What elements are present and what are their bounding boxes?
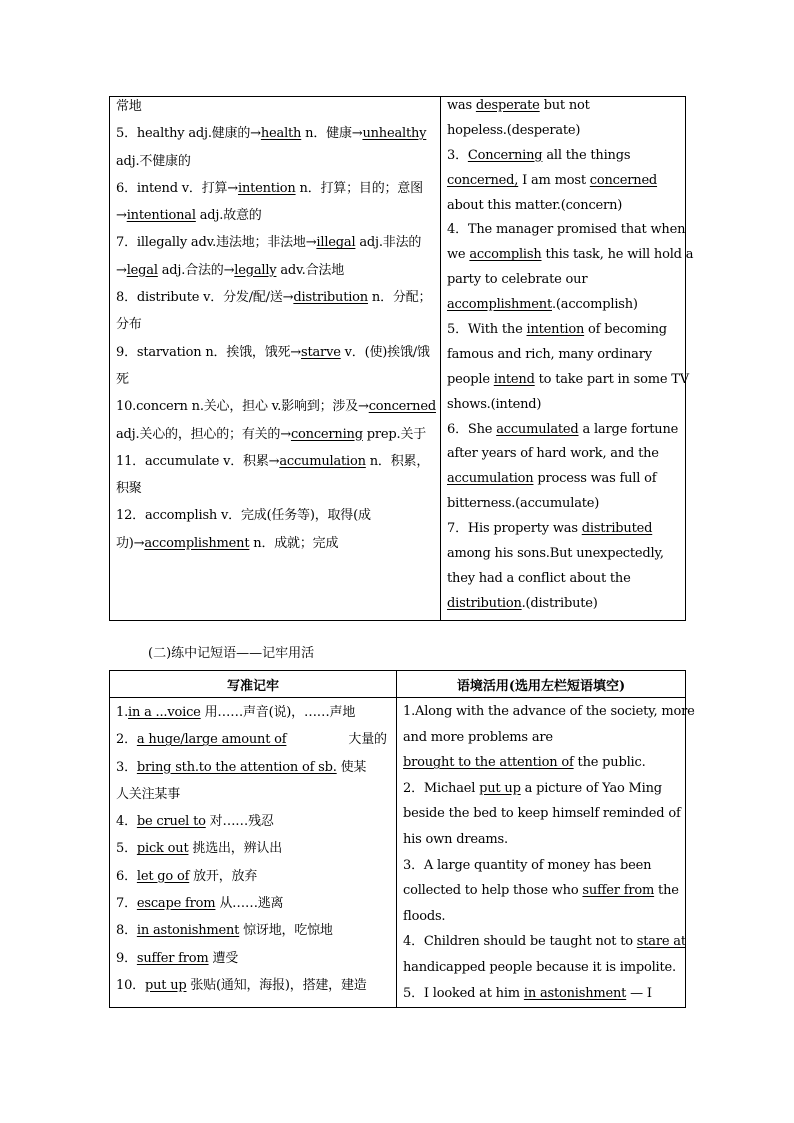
line-text: 8．distribute v．分发/配/送→ <box>116 290 294 306</box>
answer-blank: accumulated <box>496 421 579 437</box>
text-line <box>116 315 440 342</box>
answer-blank: in astonishment <box>523 985 627 1001</box>
text-line <box>116 946 396 973</box>
answer-blank: intend <box>493 371 535 387</box>
answer-blank: accomplishment <box>447 297 552 313</box>
text-line <box>403 956 685 982</box>
line-text: people <box>447 371 494 387</box>
line-text: 积聚 <box>116 481 142 497</box>
text-line <box>116 452 440 479</box>
answer-blank: Concerning <box>467 147 543 163</box>
answer-blank: accumulation <box>447 471 534 487</box>
answer-blank: put up <box>479 780 521 796</box>
phrase-usage-column <box>397 698 695 1008</box>
line-text: 3． <box>447 147 468 163</box>
line-text: n．健康→ <box>301 126 363 142</box>
line-text: 分布 <box>116 317 142 333</box>
line-text: 大量的 <box>348 732 387 748</box>
text-line <box>403 982 685 1008</box>
text-line <box>116 397 440 424</box>
line-text: 用……声音(说)，……声地 <box>200 705 356 720</box>
answer-blank: brought to the attention of <box>403 755 574 771</box>
answer-blank: suffer from <box>582 883 655 899</box>
line-text: 11．accumulate v．积累→ <box>116 453 280 469</box>
line-text: 7．illegally adv.违法地；非法地→ <box>116 235 317 251</box>
line-text: 惊讶地，吃惊地 <box>239 923 333 939</box>
phrase-section-heading: (二)练中记短语——记牢用活 <box>148 646 315 661</box>
vocabulary-table <box>109 96 694 621</box>
text-line <box>447 421 685 446</box>
text-line <box>447 147 685 172</box>
line-text: 1. <box>116 705 129 720</box>
line-text: 6．intend v．打算→ <box>116 180 238 196</box>
line-text: adj.故意的 <box>195 208 262 224</box>
text-line <box>447 271 685 296</box>
line-text: 2．Michael <box>403 780 480 796</box>
text-line <box>116 918 396 945</box>
text-line <box>447 445 685 470</box>
line-text: 7．His property was <box>447 521 582 537</box>
line-text: 1.Along with the advance of the society, more <box>403 704 695 719</box>
text-line <box>403 879 685 905</box>
text-line <box>116 206 440 233</box>
text-line <box>116 479 440 506</box>
line-text: I am most <box>518 172 590 188</box>
text-line <box>447 221 685 246</box>
text-line <box>116 343 440 370</box>
text-line <box>403 777 685 803</box>
line-text: 10． <box>116 977 145 993</box>
line-text: and more problems are <box>403 729 553 745</box>
answer-blank: concerning <box>290 426 363 442</box>
line-text: of becoming <box>584 322 667 338</box>
answer-blank: starve <box>301 344 341 360</box>
line-text: 死 <box>116 371 129 387</box>
text-line <box>116 755 396 782</box>
answer-blank: put up <box>144 977 187 993</box>
line-text: .(accomplish) <box>551 297 638 313</box>
line-text: adj.关心的，担心的；有关的→ <box>116 426 291 442</box>
text-line <box>116 864 396 891</box>
answer-blank: distribution <box>447 595 522 611</box>
line-text: 12．accomplish v．完成(任务等)，取得(成 <box>116 508 371 524</box>
answer-blank: intentional <box>126 208 196 224</box>
answer-blank: escape from <box>136 896 216 912</box>
line-text: 7． <box>116 896 137 912</box>
text-line <box>116 534 440 561</box>
answer-blank: concerned <box>368 399 436 415</box>
line-text: 4． <box>116 814 137 830</box>
line-text: 张贴(通知，海报)，搭建，建造 <box>186 977 367 993</box>
line-text: all the things <box>542 147 631 163</box>
line-text: n．打算；目的；意图 <box>295 180 423 196</box>
line-text: 对……残忍 <box>205 814 274 830</box>
text-line <box>447 97 685 122</box>
answer-blank: concerned, <box>447 172 519 188</box>
text-line <box>403 751 685 777</box>
line-text: 5．healthy adj.健康的→ <box>116 126 261 142</box>
phrase-column-header: 写准记牢 <box>110 671 397 698</box>
line-text: prep.关于 <box>362 426 427 442</box>
text-line <box>403 726 685 752</box>
line-text: 8． <box>116 923 137 939</box>
line-text: 5．With the <box>447 322 527 338</box>
answer-blank: health <box>260 126 302 142</box>
answer-blank: a huge/large amount of <box>136 732 287 748</box>
line-text: 2． <box>116 732 137 748</box>
text-line <box>447 520 685 545</box>
text-line <box>447 296 685 321</box>
answer-blank: in a ...voice <box>128 705 201 720</box>
text-line <box>403 854 685 880</box>
line-text: but not <box>539 98 590 113</box>
line-text: was <box>447 98 476 113</box>
line-text: this task, he will hold a <box>541 247 694 263</box>
text-line <box>116 261 440 288</box>
line-text: 9． <box>116 950 137 966</box>
text-line <box>447 172 685 197</box>
line-text: 使某 <box>336 759 367 775</box>
line-text: among his sons.But unexpectedly, <box>447 546 664 562</box>
phrase-table <box>109 670 695 1008</box>
text-line <box>447 346 685 371</box>
answer-blank: suffer from <box>136 950 209 966</box>
line-text: party to celebrate our <box>447 272 588 288</box>
line-text: the public. <box>573 755 646 771</box>
text-line <box>403 930 685 956</box>
line-text: v．(使)挨饿/饿 <box>340 344 430 360</box>
text-line <box>116 233 440 260</box>
line-text: after years of hard work, and the <box>447 446 659 462</box>
line-text: 5． <box>116 841 137 857</box>
answer-blank: intention <box>526 322 585 338</box>
text-line <box>447 396 685 421</box>
line-text: famous and rich, many ordinary <box>447 346 652 362</box>
answer-blank: distribution <box>293 290 368 306</box>
line-text: 人关注某事 <box>116 786 181 802</box>
line-text: 3． <box>116 759 137 775</box>
answer-blank: accomplishment <box>144 535 250 551</box>
answer-blank: distributed <box>581 521 653 537</box>
line-text: .(distribute) <box>521 595 598 611</box>
context-column-header: 语境活用(选用左栏短语填空) <box>397 671 686 698</box>
text-line <box>116 727 396 754</box>
text-line <box>116 782 396 809</box>
word-usage-column <box>441 97 694 621</box>
word-family-column <box>110 97 441 621</box>
text-line <box>116 288 440 315</box>
phrase-list-column <box>110 698 397 1008</box>
text-line <box>403 828 685 854</box>
text-line <box>447 321 685 346</box>
line-text: 10.concern n.关心，担心 v.影响到；涉及→ <box>116 399 369 415</box>
line-text: n．分配； <box>367 290 432 306</box>
line-text: about this matter.(concern) <box>447 197 623 213</box>
answer-blank: stare at <box>636 934 686 950</box>
text-line <box>447 570 685 595</box>
text-line <box>116 700 396 727</box>
line-text: — I <box>626 985 652 1001</box>
line-text: n．积累， <box>365 453 430 469</box>
text-line <box>116 370 440 397</box>
line-text: beside the bed to keep himself reminded of <box>403 806 681 822</box>
text-line <box>116 891 396 918</box>
line-text: floods. <box>403 908 446 924</box>
text-line <box>447 246 694 271</box>
line-text: 4．The manager promised that when <box>447 222 686 238</box>
line-text: handicapped people because it is impolite. <box>403 959 676 975</box>
line-text: 功)→ <box>116 535 145 551</box>
line-text: 3．A large quantity of money has been <box>403 857 652 873</box>
answer-blank: let go of <box>136 868 190 884</box>
answer-blank: pick out <box>136 841 189 857</box>
text-line <box>116 124 440 151</box>
line-text: they had a conflict about the <box>447 570 631 586</box>
text-line <box>447 495 685 520</box>
text-line <box>116 836 396 863</box>
line-text: process was full of <box>533 471 657 487</box>
line-text: → <box>116 262 127 278</box>
text-line <box>116 97 440 124</box>
text-line <box>116 809 396 836</box>
line-text: 4．Children should be taught not to <box>403 934 637 950</box>
text-line <box>116 152 440 179</box>
line-text: 6．She <box>447 421 497 437</box>
answer-blank: accomplish <box>469 247 542 263</box>
text-line <box>447 122 685 147</box>
line-text: → <box>116 208 127 224</box>
text-line <box>116 506 440 533</box>
line-text: a large fortune <box>578 421 679 437</box>
answer-blank: legally <box>234 262 277 278</box>
text-line <box>447 197 685 222</box>
answer-blank: be cruel to <box>136 814 206 830</box>
answer-blank: bring sth.to the attention of sb. <box>136 759 337 775</box>
answer-blank: in astonishment <box>136 923 240 939</box>
line-text: 常地 <box>116 99 142 114</box>
text-line <box>403 700 695 726</box>
text-line <box>403 905 685 931</box>
line-text: shows.(intend) <box>447 396 542 412</box>
answer-blank: accumulation <box>279 453 366 469</box>
line-text: 6． <box>116 868 137 884</box>
answer-blank: concerned <box>589 172 658 188</box>
line-text: 从……逃离 <box>215 896 284 912</box>
line-text: adj.合法的→ <box>157 262 235 278</box>
line-text: adj.非法的 <box>355 235 422 251</box>
line-text: bitterness.(accumulate) <box>447 496 600 512</box>
line-text: 5．I looked at him <box>403 985 524 1001</box>
answer-blank: legal <box>126 262 158 278</box>
text-line <box>447 371 689 396</box>
line-text: a picture of Yao Ming <box>520 780 662 796</box>
line-text: his own dreams. <box>403 831 508 847</box>
text-line <box>447 545 685 570</box>
line-text: adj.不健康的 <box>116 153 191 169</box>
answer-blank: intention <box>237 180 296 196</box>
answer-blank: illegal <box>316 235 356 251</box>
answer-blank: unhealthy <box>362 126 427 142</box>
line-text: hopeless.(desperate) <box>447 122 581 138</box>
line-text: n．成就；完成 <box>249 535 339 551</box>
text-line <box>403 802 685 828</box>
line-text: we <box>447 247 470 263</box>
line-text: 9．starvation n．挨饿，饿死→ <box>116 344 302 360</box>
line-text: 遭受 <box>208 950 239 966</box>
text-line <box>447 595 685 620</box>
line-text: to take part in some TV <box>534 371 689 387</box>
text-line <box>116 179 440 206</box>
text-line <box>116 425 440 452</box>
line-text: adv.合法地 <box>276 262 344 278</box>
line-text: 挑选出，辨认出 <box>188 841 283 857</box>
text-line <box>447 470 685 495</box>
answer-blank: desperate <box>475 98 540 113</box>
line-text: collected to help those who <box>403 883 583 899</box>
line-text: the <box>654 883 679 899</box>
line-text: 放开，放弃 <box>189 868 258 884</box>
text-line <box>116 973 396 1000</box>
